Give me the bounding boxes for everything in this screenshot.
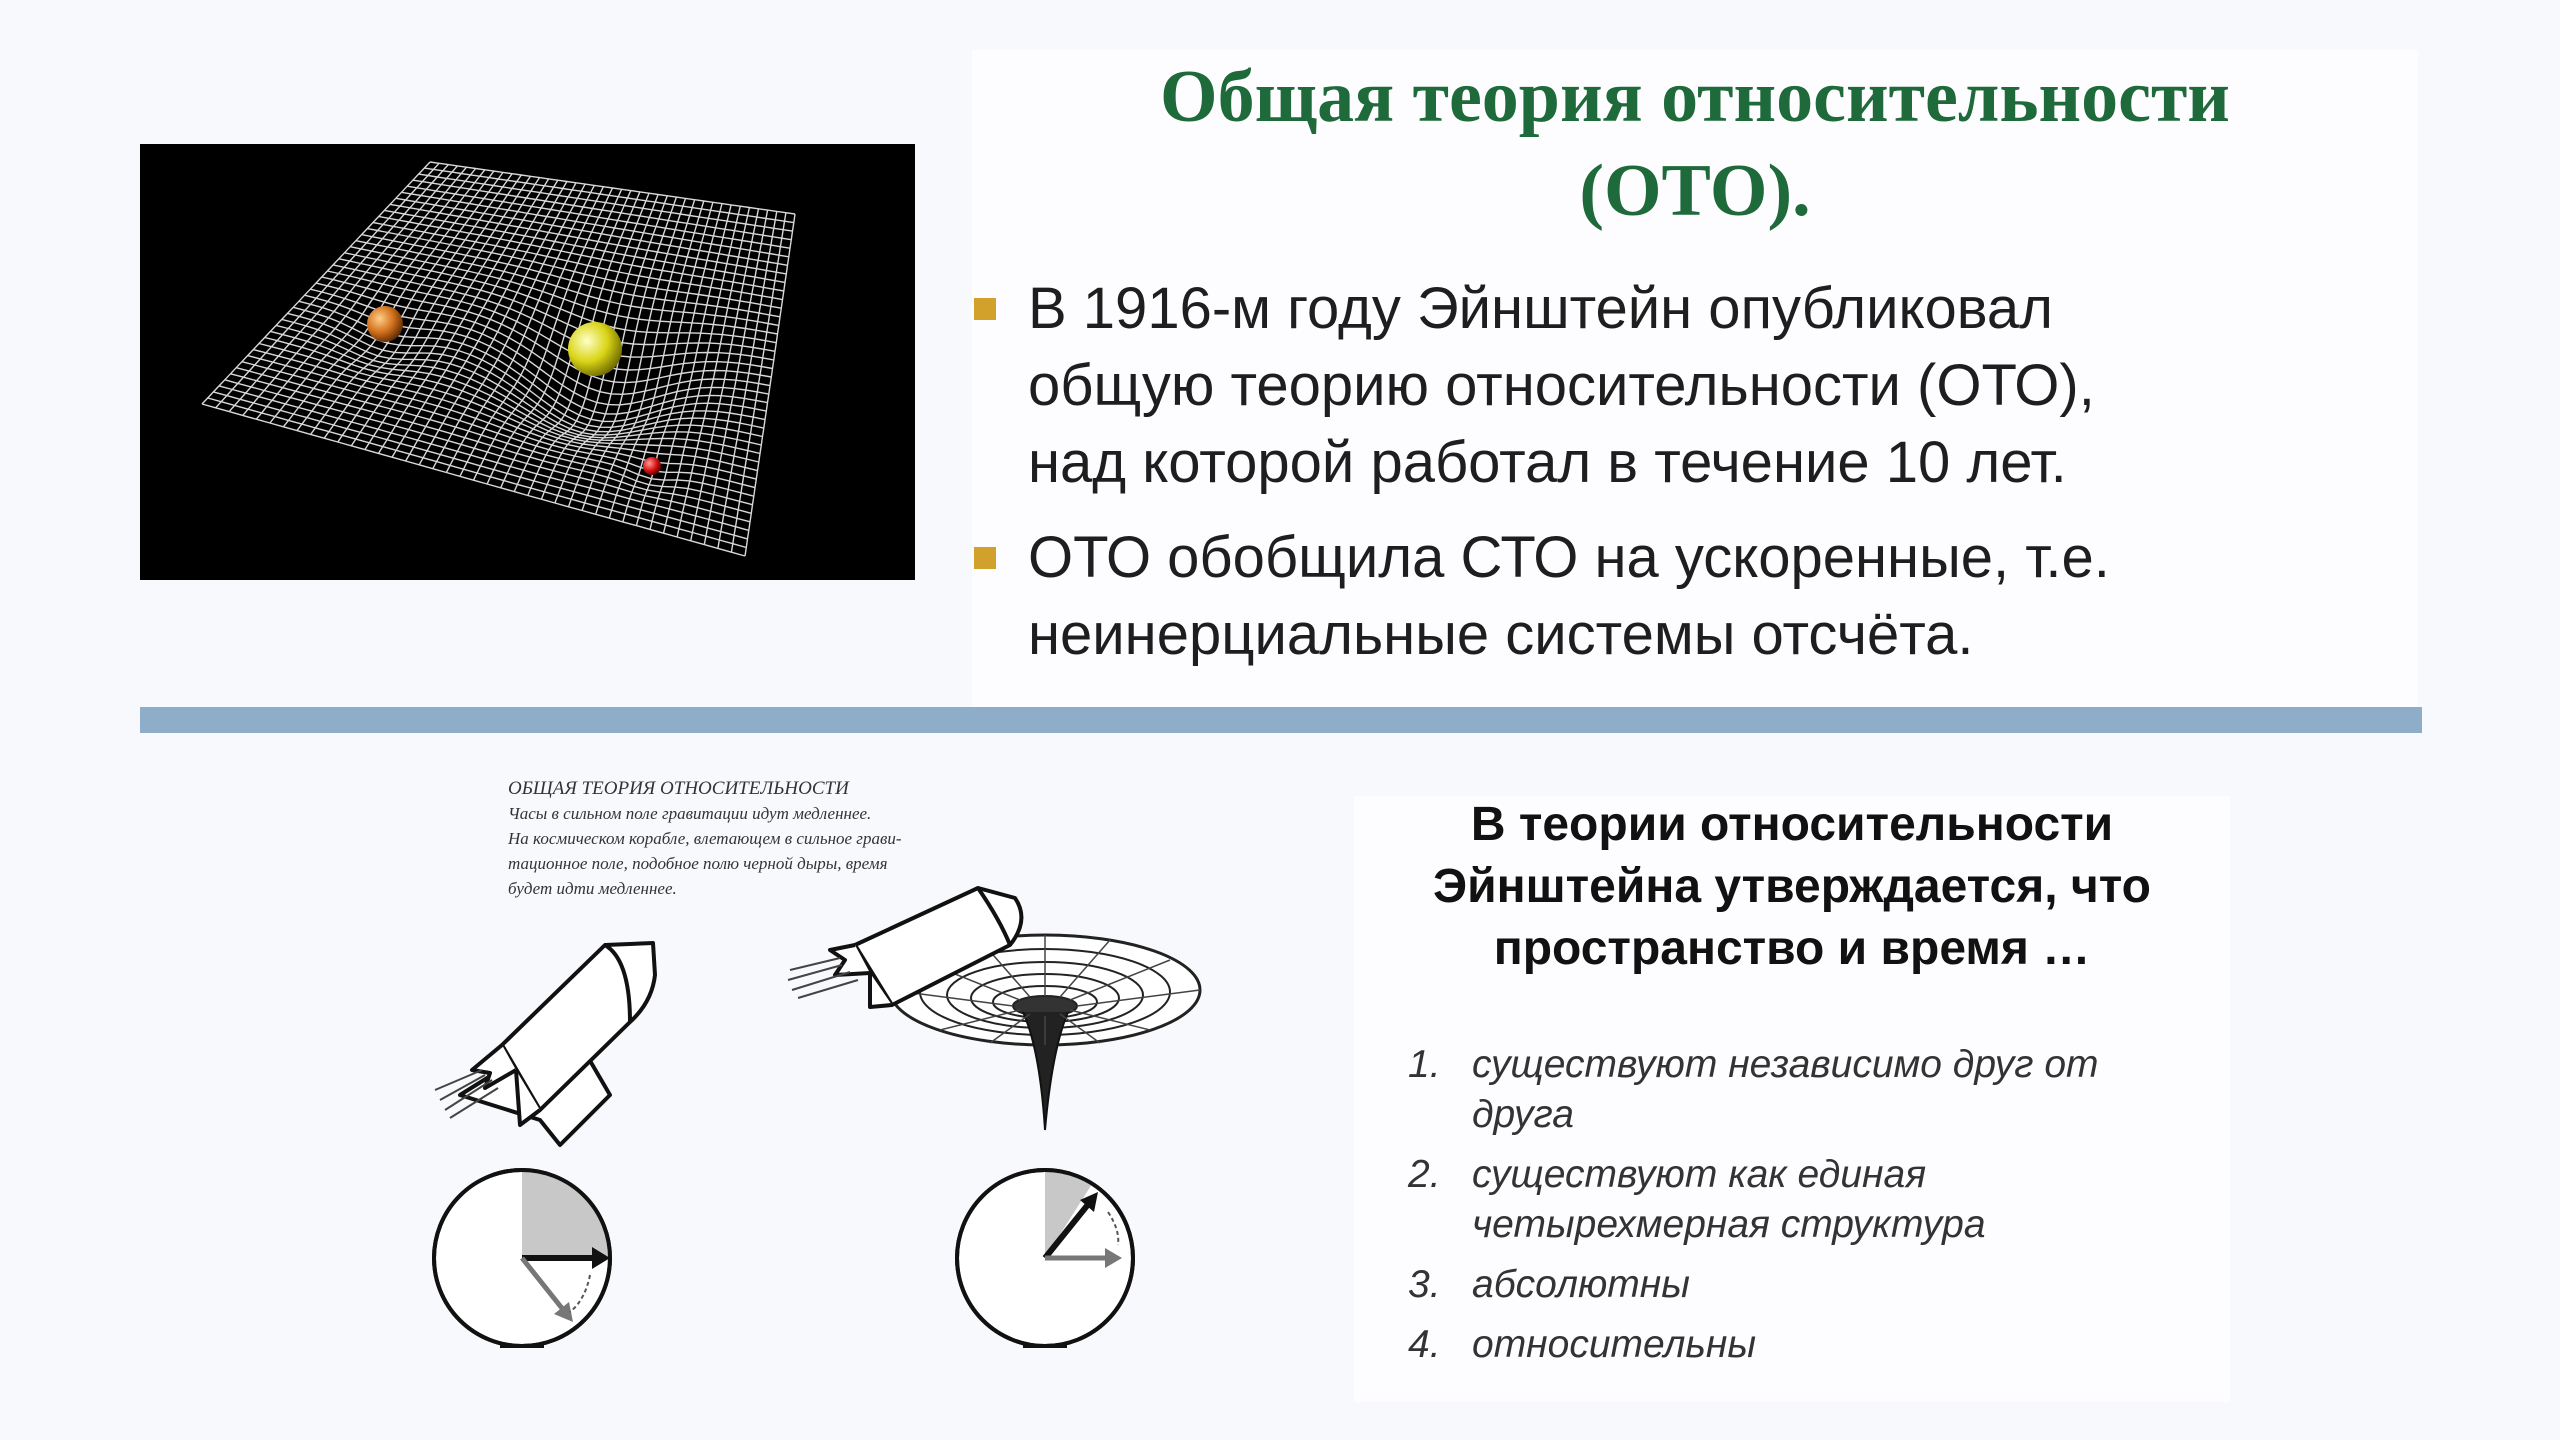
illustration-caption-line: будет идти медленнее.	[508, 879, 677, 898]
quiz-question	[1374, 794, 2210, 980]
question-line: пространство и время …	[1493, 922, 2091, 975]
answer-number: 4.	[1408, 1323, 1441, 1366]
title-line-2: (ОТО).	[1579, 150, 1811, 232]
illustration-caption-line: На космическом корабле, влетающем в сильное грави-	[508, 829, 902, 848]
bullet-square-icon	[974, 298, 996, 320]
question-line: Эйнштейна утверждается, что	[1432, 860, 2151, 913]
answer-option[interactable]	[1400, 1320, 2220, 1370]
bullet-line: ОТО обобщила СТО на ускоренные, т.е.	[1028, 525, 2110, 590]
answer-text: друга	[1472, 1093, 1574, 1136]
answer-option[interactable]	[1400, 1260, 2220, 1310]
answer-number: 1.	[1408, 1043, 1441, 1086]
clock-left	[434, 1170, 610, 1346]
orange-planet	[367, 306, 403, 342]
slide-title	[972, 50, 2418, 238]
clock-right	[957, 1170, 1133, 1346]
grid-line	[745, 214, 795, 556]
illustration-caption-line: тационное поле, подобное полю черной дыры, время	[508, 854, 888, 873]
answer-option[interactable]	[1400, 1040, 2220, 1140]
answer-text: абсолютны	[1472, 1263, 1690, 1306]
title-line-1: Общая теория относительности	[1160, 56, 2230, 138]
answer-number: 2.	[1408, 1153, 1441, 1196]
grid-line	[731, 213, 786, 553]
question-line: В теории относительности	[1470, 798, 2114, 851]
spacetime-curvature-image	[140, 144, 915, 580]
bullet-item	[970, 270, 2390, 501]
spacetime-grid-graphic	[140, 144, 915, 580]
illustration-caption-line: Часы в сильном поле гравитации идут медленнее.	[508, 804, 872, 823]
bullet-line: неинерциальные системы отсчёта.	[1028, 602, 1974, 667]
grid-line	[433, 184, 585, 469]
illustration-title: ОБЩАЯ ТЕОРИЯ ОТНОСИТЕЛЬНОСТИ	[508, 778, 849, 799]
time-dilation-illustration	[380, 760, 1260, 1360]
answer-text: существуют как единая	[1472, 1153, 1927, 1196]
answer-number: 3.	[1408, 1263, 1441, 1306]
bullet-list	[970, 270, 2390, 691]
bullet-line: В 1916-м году Эйнштейн опубликовал	[1028, 276, 2054, 341]
answer-option[interactable]	[1400, 1150, 2220, 1250]
answer-text: существуют независимо друг от	[1472, 1043, 2099, 1086]
bullet-line: над которой работал в течение 10 лет.	[1028, 430, 2067, 495]
answer-text: четырехмерная структура	[1472, 1203, 1986, 1246]
red-planet	[643, 457, 661, 475]
section-divider	[140, 707, 2422, 733]
answer-list	[1400, 1040, 2220, 1380]
bullet-line: общую теорию относительности (ОТО),	[1028, 353, 2095, 418]
grid-line	[253, 350, 756, 480]
bullet-item	[970, 519, 2390, 673]
bullet-square-icon	[974, 547, 996, 569]
answer-text: относительны	[1472, 1323, 1757, 1366]
yellow-star	[568, 322, 622, 376]
